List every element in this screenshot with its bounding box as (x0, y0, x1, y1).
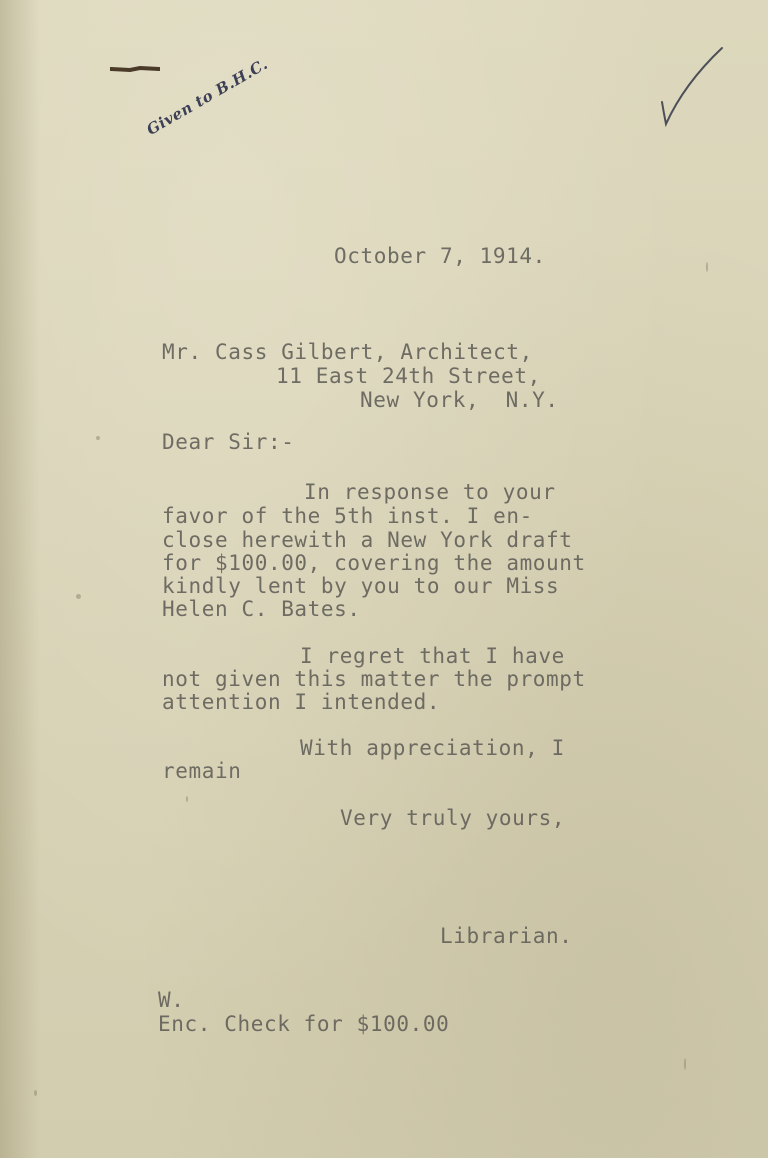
body-line: attention I intended. (162, 690, 441, 714)
body-line: remain (162, 759, 242, 783)
body-line: I regret that I have (300, 644, 565, 668)
page-edge-shadow (0, 0, 40, 1158)
body-line: not given this matter the prompt (162, 667, 586, 691)
recipient-street: 11 East 24th Street, (276, 364, 541, 388)
paper-speck (684, 1058, 686, 1070)
body-line: favor of the 5th inst. I en- (162, 504, 533, 528)
paper-speck (706, 262, 708, 272)
recipient-city: New York, N.Y. (360, 388, 559, 412)
signature-title: Librarian. (440, 924, 573, 948)
paper-speck (186, 796, 188, 802)
received-stamp: Given to B.H.C. (143, 54, 271, 139)
body-line: In response to your (304, 480, 556, 504)
paper-speck (96, 436, 100, 440)
body-line: kindly lent by you to our Miss (162, 574, 560, 598)
recipient-name: Mr. Cass Gilbert, Architect, (162, 340, 533, 364)
body-line: Helen C. Bates. (162, 597, 361, 621)
paper-speck (76, 594, 81, 599)
check-mark-icon (656, 44, 726, 128)
enclosure-note: Enc. Check for $100.00 (158, 1012, 450, 1036)
letter-date: October 7, 1914. (334, 244, 546, 268)
paperclip-mark-icon (110, 66, 160, 73)
complimentary-close: Very truly yours, (340, 806, 566, 830)
typist-initials: W. (158, 988, 185, 1012)
salutation: Dear Sir:- (162, 430, 295, 454)
body-line: for $100.00, covering the amount (162, 551, 586, 575)
body-line: close herewith a New York draft (162, 528, 573, 552)
paper-speck (34, 1090, 37, 1096)
body-line: With appreciation, I (300, 736, 565, 760)
